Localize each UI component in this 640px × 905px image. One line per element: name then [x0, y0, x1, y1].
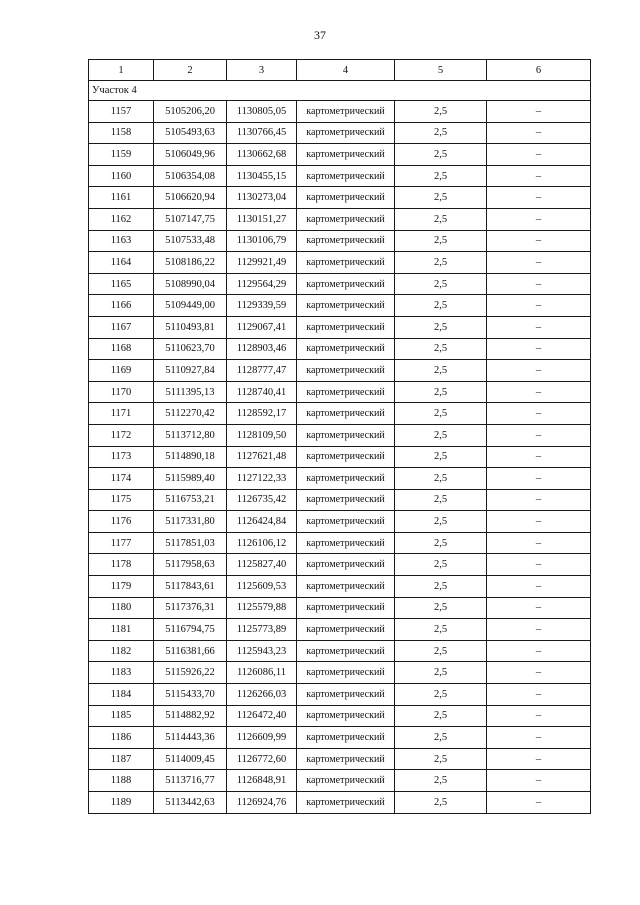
- table-row: [89, 446, 591, 468]
- x-coordinate-cell: 5106049,96: [154, 144, 227, 166]
- accuracy-cell: 2,5: [395, 705, 487, 727]
- table-row: [89, 316, 591, 338]
- accuracy-cell: 2,5: [395, 122, 487, 144]
- method-cell: картометрический: [297, 619, 395, 641]
- point-number-cell: 1186: [89, 727, 154, 749]
- accuracy-cell: 2,5: [395, 101, 487, 123]
- method-cell: картометрический: [297, 705, 395, 727]
- method-cell: картометрический: [297, 511, 395, 533]
- note-cell: –: [487, 122, 591, 144]
- accuracy-cell: 2,5: [395, 208, 487, 230]
- y-coordinate-cell: 1129564,29: [227, 273, 297, 295]
- x-coordinate-cell: 5113716,77: [154, 770, 227, 792]
- table-row: [89, 554, 591, 576]
- method-cell: картометрический: [297, 230, 395, 252]
- note-cell: –: [487, 684, 591, 706]
- column-header: 5: [395, 60, 487, 81]
- accuracy-cell: 2,5: [395, 165, 487, 187]
- table-row: [89, 619, 591, 641]
- method-cell: картометрический: [297, 640, 395, 662]
- x-coordinate-cell: 5110623,70: [154, 338, 227, 360]
- note-cell: –: [487, 511, 591, 533]
- y-coordinate-cell: 1127621,48: [227, 446, 297, 468]
- point-number-cell: 1179: [89, 576, 154, 598]
- method-cell: картометрический: [297, 489, 395, 511]
- note-cell: –: [487, 316, 591, 338]
- method-cell: картометрический: [297, 597, 395, 619]
- x-coordinate-cell: 5107533,48: [154, 230, 227, 252]
- x-coordinate-cell: 5113442,63: [154, 792, 227, 814]
- note-cell: –: [487, 144, 591, 166]
- table-row: [89, 101, 591, 123]
- note-cell: –: [487, 338, 591, 360]
- column-header: 2: [154, 60, 227, 81]
- x-coordinate-cell: 5114882,92: [154, 705, 227, 727]
- table-row: [89, 640, 591, 662]
- method-cell: картометрический: [297, 338, 395, 360]
- note-cell: –: [487, 252, 591, 274]
- x-coordinate-cell: 5113712,80: [154, 424, 227, 446]
- accuracy-cell: 2,5: [395, 792, 487, 814]
- point-number-cell: 1165: [89, 273, 154, 295]
- x-coordinate-cell: 5110493,81: [154, 316, 227, 338]
- y-coordinate-cell: 1125943,23: [227, 640, 297, 662]
- x-coordinate-cell: 5117958,63: [154, 554, 227, 576]
- point-number-cell: 1184: [89, 684, 154, 706]
- y-coordinate-cell: 1128903,46: [227, 338, 297, 360]
- y-coordinate-cell: 1130455,15: [227, 165, 297, 187]
- note-cell: –: [487, 468, 591, 490]
- point-number-cell: 1187: [89, 748, 154, 770]
- point-number-cell: 1177: [89, 532, 154, 554]
- accuracy-cell: 2,5: [395, 468, 487, 490]
- method-cell: картометрический: [297, 273, 395, 295]
- y-coordinate-cell: 1127122,33: [227, 468, 297, 490]
- accuracy-cell: 2,5: [395, 576, 487, 598]
- x-coordinate-cell: 5116794,75: [154, 619, 227, 641]
- table-row: [89, 468, 591, 490]
- point-number-cell: 1163: [89, 230, 154, 252]
- accuracy-cell: 2,5: [395, 597, 487, 619]
- y-coordinate-cell: 1130662,68: [227, 144, 297, 166]
- method-cell: картометрический: [297, 381, 395, 403]
- point-number-cell: 1178: [89, 554, 154, 576]
- note-cell: –: [487, 230, 591, 252]
- point-number-cell: 1189: [89, 792, 154, 814]
- point-number-cell: 1159: [89, 144, 154, 166]
- accuracy-cell: 2,5: [395, 403, 487, 425]
- table-row: [89, 273, 591, 295]
- x-coordinate-cell: 5110927,84: [154, 360, 227, 382]
- point-number-cell: 1167: [89, 316, 154, 338]
- note-cell: –: [487, 619, 591, 641]
- table-row: [89, 252, 591, 274]
- x-coordinate-cell: 5115433,70: [154, 684, 227, 706]
- y-coordinate-cell: 1130273,04: [227, 187, 297, 209]
- x-coordinate-cell: 5117331,80: [154, 511, 227, 533]
- x-coordinate-cell: 5105493,63: [154, 122, 227, 144]
- table-row: [89, 403, 591, 425]
- table-row: [89, 727, 591, 749]
- point-number-cell: 1175: [89, 489, 154, 511]
- accuracy-cell: 2,5: [395, 662, 487, 684]
- note-cell: –: [487, 489, 591, 511]
- y-coordinate-cell: 1126266,03: [227, 684, 297, 706]
- note-cell: –: [487, 532, 591, 554]
- method-cell: картометрический: [297, 684, 395, 706]
- note-cell: –: [487, 403, 591, 425]
- y-coordinate-cell: 1128592,17: [227, 403, 297, 425]
- accuracy-cell: 2,5: [395, 727, 487, 749]
- method-cell: картометрический: [297, 403, 395, 425]
- note-cell: –: [487, 597, 591, 619]
- x-coordinate-cell: 5112270,42: [154, 403, 227, 425]
- y-coordinate-cell: 1130805,05: [227, 101, 297, 123]
- point-number-cell: 1164: [89, 252, 154, 274]
- method-cell: картометрический: [297, 316, 395, 338]
- method-cell: картометрический: [297, 165, 395, 187]
- note-cell: –: [487, 187, 591, 209]
- point-number-cell: 1181: [89, 619, 154, 641]
- accuracy-cell: 2,5: [395, 381, 487, 403]
- method-cell: картометрический: [297, 360, 395, 382]
- y-coordinate-cell: 1126735,42: [227, 489, 297, 511]
- note-cell: –: [487, 101, 591, 123]
- note-cell: –: [487, 727, 591, 749]
- x-coordinate-cell: 5114443,36: [154, 727, 227, 749]
- method-cell: картометрический: [297, 252, 395, 274]
- y-coordinate-cell: 1126106,12: [227, 532, 297, 554]
- y-coordinate-cell: 1125827,40: [227, 554, 297, 576]
- table-row: [89, 511, 591, 533]
- x-coordinate-cell: 5117851,03: [154, 532, 227, 554]
- note-cell: –: [487, 576, 591, 598]
- point-number-cell: 1170: [89, 381, 154, 403]
- accuracy-cell: 2,5: [395, 187, 487, 209]
- x-coordinate-cell: 5108990,04: [154, 273, 227, 295]
- section-row: [89, 81, 591, 101]
- table-row: [89, 338, 591, 360]
- note-cell: –: [487, 208, 591, 230]
- accuracy-cell: 2,5: [395, 424, 487, 446]
- note-cell: –: [487, 792, 591, 814]
- table-row: [89, 792, 591, 814]
- method-cell: картометрический: [297, 101, 395, 123]
- point-number-cell: 1174: [89, 468, 154, 490]
- table-row: [89, 165, 591, 187]
- accuracy-cell: 2,5: [395, 511, 487, 533]
- coordinates-table: [88, 59, 591, 814]
- x-coordinate-cell: 5115926,22: [154, 662, 227, 684]
- point-number-cell: 1169: [89, 360, 154, 382]
- column-header: 4: [297, 60, 395, 81]
- table-row: [89, 295, 591, 317]
- method-cell: картометрический: [297, 187, 395, 209]
- accuracy-cell: 2,5: [395, 144, 487, 166]
- point-number-cell: 1188: [89, 770, 154, 792]
- column-header: 6: [487, 60, 591, 81]
- y-coordinate-cell: 1125773,89: [227, 619, 297, 641]
- table-header-row: [89, 60, 591, 81]
- method-cell: картометрический: [297, 295, 395, 317]
- point-number-cell: 1166: [89, 295, 154, 317]
- point-number-cell: 1173: [89, 446, 154, 468]
- method-cell: картометрический: [297, 208, 395, 230]
- y-coordinate-cell: 1130766,45: [227, 122, 297, 144]
- column-header: 3: [227, 60, 297, 81]
- accuracy-cell: 2,5: [395, 338, 487, 360]
- x-coordinate-cell: 5107147,75: [154, 208, 227, 230]
- point-number-cell: 1161: [89, 187, 154, 209]
- note-cell: –: [487, 381, 591, 403]
- y-coordinate-cell: 1126609,99: [227, 727, 297, 749]
- x-coordinate-cell: 5116753,21: [154, 489, 227, 511]
- accuracy-cell: 2,5: [395, 684, 487, 706]
- point-number-cell: 1171: [89, 403, 154, 425]
- x-coordinate-cell: 5117376,31: [154, 597, 227, 619]
- method-cell: картометрический: [297, 532, 395, 554]
- table-row: [89, 360, 591, 382]
- method-cell: картометрический: [297, 144, 395, 166]
- y-coordinate-cell: 1126772,60: [227, 748, 297, 770]
- table-row: [89, 187, 591, 209]
- table-row: [89, 662, 591, 684]
- accuracy-cell: 2,5: [395, 619, 487, 641]
- note-cell: –: [487, 446, 591, 468]
- column-header: 1: [89, 60, 154, 81]
- accuracy-cell: 2,5: [395, 295, 487, 317]
- point-number-cell: 1176: [89, 511, 154, 533]
- accuracy-cell: 2,5: [395, 273, 487, 295]
- y-coordinate-cell: 1125609,53: [227, 576, 297, 598]
- method-cell: картометрический: [297, 424, 395, 446]
- method-cell: картометрический: [297, 792, 395, 814]
- y-coordinate-cell: 1126848,91: [227, 770, 297, 792]
- x-coordinate-cell: 5114890,18: [154, 446, 227, 468]
- accuracy-cell: 2,5: [395, 532, 487, 554]
- accuracy-cell: 2,5: [395, 360, 487, 382]
- point-number-cell: 1172: [89, 424, 154, 446]
- x-coordinate-cell: 5108186,22: [154, 252, 227, 274]
- table-row: [89, 576, 591, 598]
- note-cell: –: [487, 662, 591, 684]
- method-cell: картометрический: [297, 662, 395, 684]
- table-row: [89, 532, 591, 554]
- y-coordinate-cell: 1126472,40: [227, 705, 297, 727]
- method-cell: картометрический: [297, 748, 395, 770]
- point-number-cell: 1160: [89, 165, 154, 187]
- accuracy-cell: 2,5: [395, 748, 487, 770]
- y-coordinate-cell: 1125579,88: [227, 597, 297, 619]
- point-number-cell: 1158: [89, 122, 154, 144]
- y-coordinate-cell: 1130151,27: [227, 208, 297, 230]
- point-number-cell: 1157: [89, 101, 154, 123]
- note-cell: –: [487, 165, 591, 187]
- y-coordinate-cell: 1129339,59: [227, 295, 297, 317]
- x-coordinate-cell: 5106354,08: [154, 165, 227, 187]
- table-row: [89, 144, 591, 166]
- note-cell: –: [487, 424, 591, 446]
- point-number-cell: 1185: [89, 705, 154, 727]
- x-coordinate-cell: 5114009,45: [154, 748, 227, 770]
- note-cell: –: [487, 748, 591, 770]
- note-cell: –: [487, 554, 591, 576]
- note-cell: –: [487, 705, 591, 727]
- note-cell: –: [487, 273, 591, 295]
- y-coordinate-cell: 1129067,41: [227, 316, 297, 338]
- y-coordinate-cell: 1128740,41: [227, 381, 297, 403]
- accuracy-cell: 2,5: [395, 446, 487, 468]
- note-cell: –: [487, 770, 591, 792]
- table-row: [89, 381, 591, 403]
- y-coordinate-cell: 1126424,84: [227, 511, 297, 533]
- y-coordinate-cell: 1129921,49: [227, 252, 297, 274]
- x-coordinate-cell: 5109449,00: [154, 295, 227, 317]
- table-row: [89, 684, 591, 706]
- y-coordinate-cell: 1126086,11: [227, 662, 297, 684]
- y-coordinate-cell: 1128109,50: [227, 424, 297, 446]
- x-coordinate-cell: 5105206,20: [154, 101, 227, 123]
- y-coordinate-cell: 1126924,76: [227, 792, 297, 814]
- y-coordinate-cell: 1130106,79: [227, 230, 297, 252]
- method-cell: картометрический: [297, 446, 395, 468]
- accuracy-cell: 2,5: [395, 230, 487, 252]
- section-label: Участок 4: [89, 81, 591, 101]
- point-number-cell: 1168: [89, 338, 154, 360]
- table-row: [89, 770, 591, 792]
- note-cell: –: [487, 360, 591, 382]
- page-number: 37: [314, 28, 326, 42]
- table-row: [89, 208, 591, 230]
- note-cell: –: [487, 640, 591, 662]
- accuracy-cell: 2,5: [395, 252, 487, 274]
- point-number-cell: 1182: [89, 640, 154, 662]
- accuracy-cell: 2,5: [395, 554, 487, 576]
- table-row: [89, 597, 591, 619]
- accuracy-cell: 2,5: [395, 640, 487, 662]
- method-cell: картометрический: [297, 770, 395, 792]
- method-cell: картометрический: [297, 468, 395, 490]
- x-coordinate-cell: 5116381,66: [154, 640, 227, 662]
- point-number-cell: 1162: [89, 208, 154, 230]
- accuracy-cell: 2,5: [395, 770, 487, 792]
- x-coordinate-cell: 5117843,61: [154, 576, 227, 598]
- point-number-cell: 1180: [89, 597, 154, 619]
- note-cell: –: [487, 295, 591, 317]
- table-row: [89, 705, 591, 727]
- table-row: [89, 424, 591, 446]
- method-cell: картометрический: [297, 576, 395, 598]
- method-cell: картометрический: [297, 727, 395, 749]
- table-row: [89, 122, 591, 144]
- method-cell: картометрический: [297, 122, 395, 144]
- method-cell: картометрический: [297, 554, 395, 576]
- x-coordinate-cell: 5115989,40: [154, 468, 227, 490]
- table-row: [89, 230, 591, 252]
- accuracy-cell: 2,5: [395, 316, 487, 338]
- y-coordinate-cell: 1128777,47: [227, 360, 297, 382]
- table-row: [89, 748, 591, 770]
- x-coordinate-cell: 5106620,94: [154, 187, 227, 209]
- x-coordinate-cell: 5111395,13: [154, 381, 227, 403]
- table-row: [89, 489, 591, 511]
- point-number-cell: 1183: [89, 662, 154, 684]
- accuracy-cell: 2,5: [395, 489, 487, 511]
